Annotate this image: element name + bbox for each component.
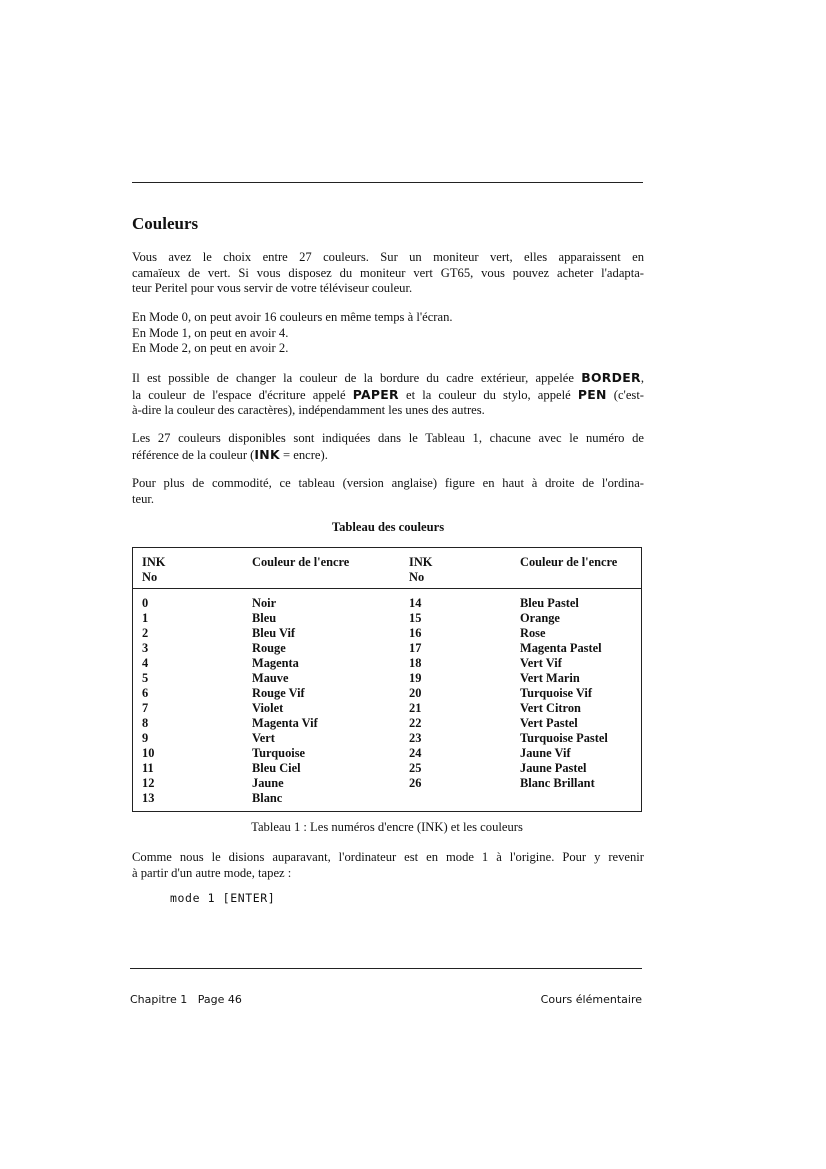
pen-keyword: PEN [577, 386, 607, 402]
section-heading: Couleurs [132, 214, 199, 233]
footer-section-title: Cours élémentaire [540, 993, 642, 1006]
header-ink-no-right: INK No [409, 555, 433, 584]
border-line: Il est possible de changer la couleur de la bordure du cadre extérieur, appelée BORDER, [132, 370, 644, 385]
mode-2-line: En Mode 2, on peut en avoir 2. [132, 341, 289, 356]
colors-available-paragraph [132, 431, 644, 463]
intro-line-3: teur Peritel pour vous servir de votre téléviseur couleur. [132, 281, 413, 296]
table-caption: Tableau 1 : Les numéros d'encre (INK) et les couleurs [251, 820, 523, 834]
convenience-paragraph [132, 476, 644, 507]
ink-keyword: INK [254, 446, 280, 462]
table-row: 6 Rouge Vif 20 Turquoise Vif [142, 686, 592, 700]
table-row: 9 Vert 23 Turquoise Pastel [142, 731, 608, 745]
table-row: 4 Magenta 18 Vert Vif [142, 656, 562, 670]
intro-line-2: camaïeux de vert. Si vous disposez du moniteur vert GT65, vous pouvez acheter l'adapta- [132, 265, 644, 280]
table-row: 13 Blanc [142, 791, 283, 805]
header-color-right: Couleur de l'encre [520, 555, 618, 569]
table-row: 11 Bleu Ciel 25 Jaune Pastel [142, 761, 587, 775]
table-row: 1 Bleu 15 Orange [142, 611, 560, 625]
mode-return-line-1: Comme nous le disions auparavant, l'ordinateur est en mode 1 à l'origine. Pour y revenir [132, 850, 644, 864]
header-ink-no-left: INK No [142, 555, 166, 584]
intro-line-1: Vous avez le choix entre 27 couleurs. Sur un moniteur vert, elles apparaissent en [132, 250, 644, 264]
border-keyword: BORDER [581, 370, 641, 385]
border-paper-pen-paragraph [132, 370, 644, 419]
intro-paragraph [132, 250, 644, 297]
mode-return-line-2: à partir d'un autre mode, tapez : [132, 865, 292, 880]
table-row: 2 Bleu Vif 16 Rose [142, 626, 546, 640]
colors-available-line-2: référence de la couleur (INK = encre). [132, 446, 328, 462]
footer-chapter-page: Chapitre 1 Page 46 [130, 993, 242, 1006]
table-header [133, 548, 641, 589]
table-row: 3 Rouge 17 Magenta Pastel [142, 641, 602, 655]
modes-paragraph [132, 310, 644, 357]
independence-line: à-dire la couleur des caractères), indépendamment les unes des autres. [132, 403, 485, 418]
mode-return-paragraph [132, 850, 644, 881]
ink-color-table [132, 547, 642, 812]
table-row: 12 Jaune 26 Blanc Brillant [142, 776, 595, 790]
table-title: Tableau des couleurs [331, 520, 445, 534]
top-divider [132, 182, 643, 183]
convenience-line-2: teur. [132, 491, 155, 506]
table-row: 10 Turquoise 24 Jaune Vif [142, 746, 571, 760]
paper-keyword: PAPER [352, 386, 399, 402]
mode-1-line: En Mode 1, on peut en avoir 4. [132, 325, 289, 340]
table-row: 0 Noir 14 Bleu Pastel [142, 596, 579, 610]
table-row: 8 Magenta Vif 22 Vert Pastel [142, 716, 578, 730]
paper-pen-line: la couleur de l'espace d'écriture appelé PAPER et la couleur du stylo, appelé PEN (c'est- [132, 386, 645, 402]
header-color-left: Couleur de l'encre [252, 555, 350, 569]
table-body [133, 596, 641, 806]
convenience-line-1: Pour plus de commodité, ce tableau (version anglaise) figure en haut à droite de l'ordina- [132, 476, 644, 490]
table-row: 7 Violet 21 Vert Citron [142, 701, 581, 715]
bottom-divider [130, 968, 642, 969]
code-example: mode 1 [ENTER] [170, 891, 276, 905]
mode-0-line: En Mode 0, on peut avoir 16 couleurs en même temps à l'écran. [132, 310, 453, 324]
colors-available-line-1: Les 27 couleurs disponibles sont indiquées dans le Tableau 1, chacune avec le numéro de [132, 431, 644, 445]
table-row: 5 Mauve 19 Vert Marin [142, 671, 580, 685]
